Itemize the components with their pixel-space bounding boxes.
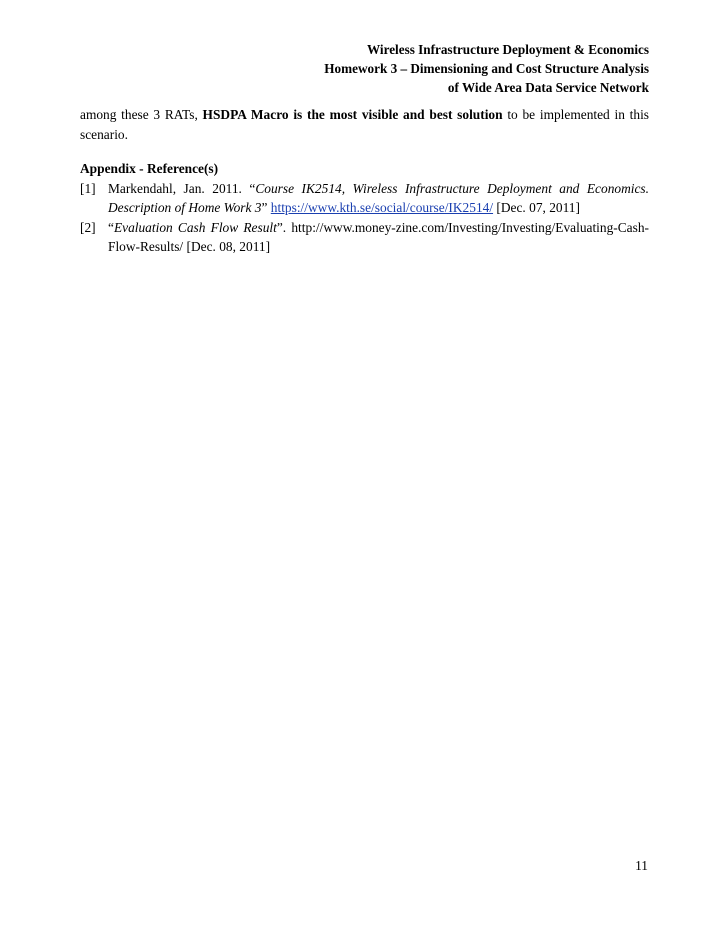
reference-date: [Dec. 07, 2011] xyxy=(493,200,580,215)
reference-number: [2] xyxy=(80,219,96,235)
header-subtitle: of Wide Area Data Service Network xyxy=(447,80,649,95)
appendix-heading: Appendix - Reference(s) xyxy=(80,161,219,176)
conclusion-text-end: to be implemented in this scenario. xyxy=(80,107,649,142)
reference-number: [1] xyxy=(80,180,96,196)
reference-mid: ”. xyxy=(276,219,292,235)
header-homework-title: Homework 3 – Dimensioning and Cost Structure Analysis xyxy=(324,61,649,76)
reference-prefix: Markendahl, Jan. 2011. “ xyxy=(108,180,256,196)
reference-title: Course IK2514, Wireless Infrastructure Deployment and Economics. Description of Home Work 3 xyxy=(108,180,649,215)
reference-title: Evaluation Cash Flow Result xyxy=(113,219,277,235)
reference-link[interactable]: https://www.kth.se/social/course/IK2514/ xyxy=(270,200,494,215)
reference-item xyxy=(80,179,649,218)
reference-prefix: “ xyxy=(108,219,114,235)
document-body xyxy=(80,105,649,257)
conclusion-text-start: among these 3 RATs, xyxy=(80,107,203,122)
header-course-title: Wireless Infrastructure Deployment & Economics xyxy=(366,42,649,57)
conclusion-highlight: HSDPA Macro is the most visible and best solution xyxy=(202,107,503,122)
running-header xyxy=(324,40,649,97)
reference-url-text: http://www.money-zine.com/Investing/Investing/Evaluating-Cash-Flow-Results/ xyxy=(108,219,649,254)
reference-mid: ” xyxy=(261,200,271,215)
conclusion-paragraph xyxy=(80,105,649,144)
page-number: 11 xyxy=(635,858,648,873)
reference-date: [Dec. 08, 2011] xyxy=(183,239,271,254)
reference-item xyxy=(80,218,649,257)
